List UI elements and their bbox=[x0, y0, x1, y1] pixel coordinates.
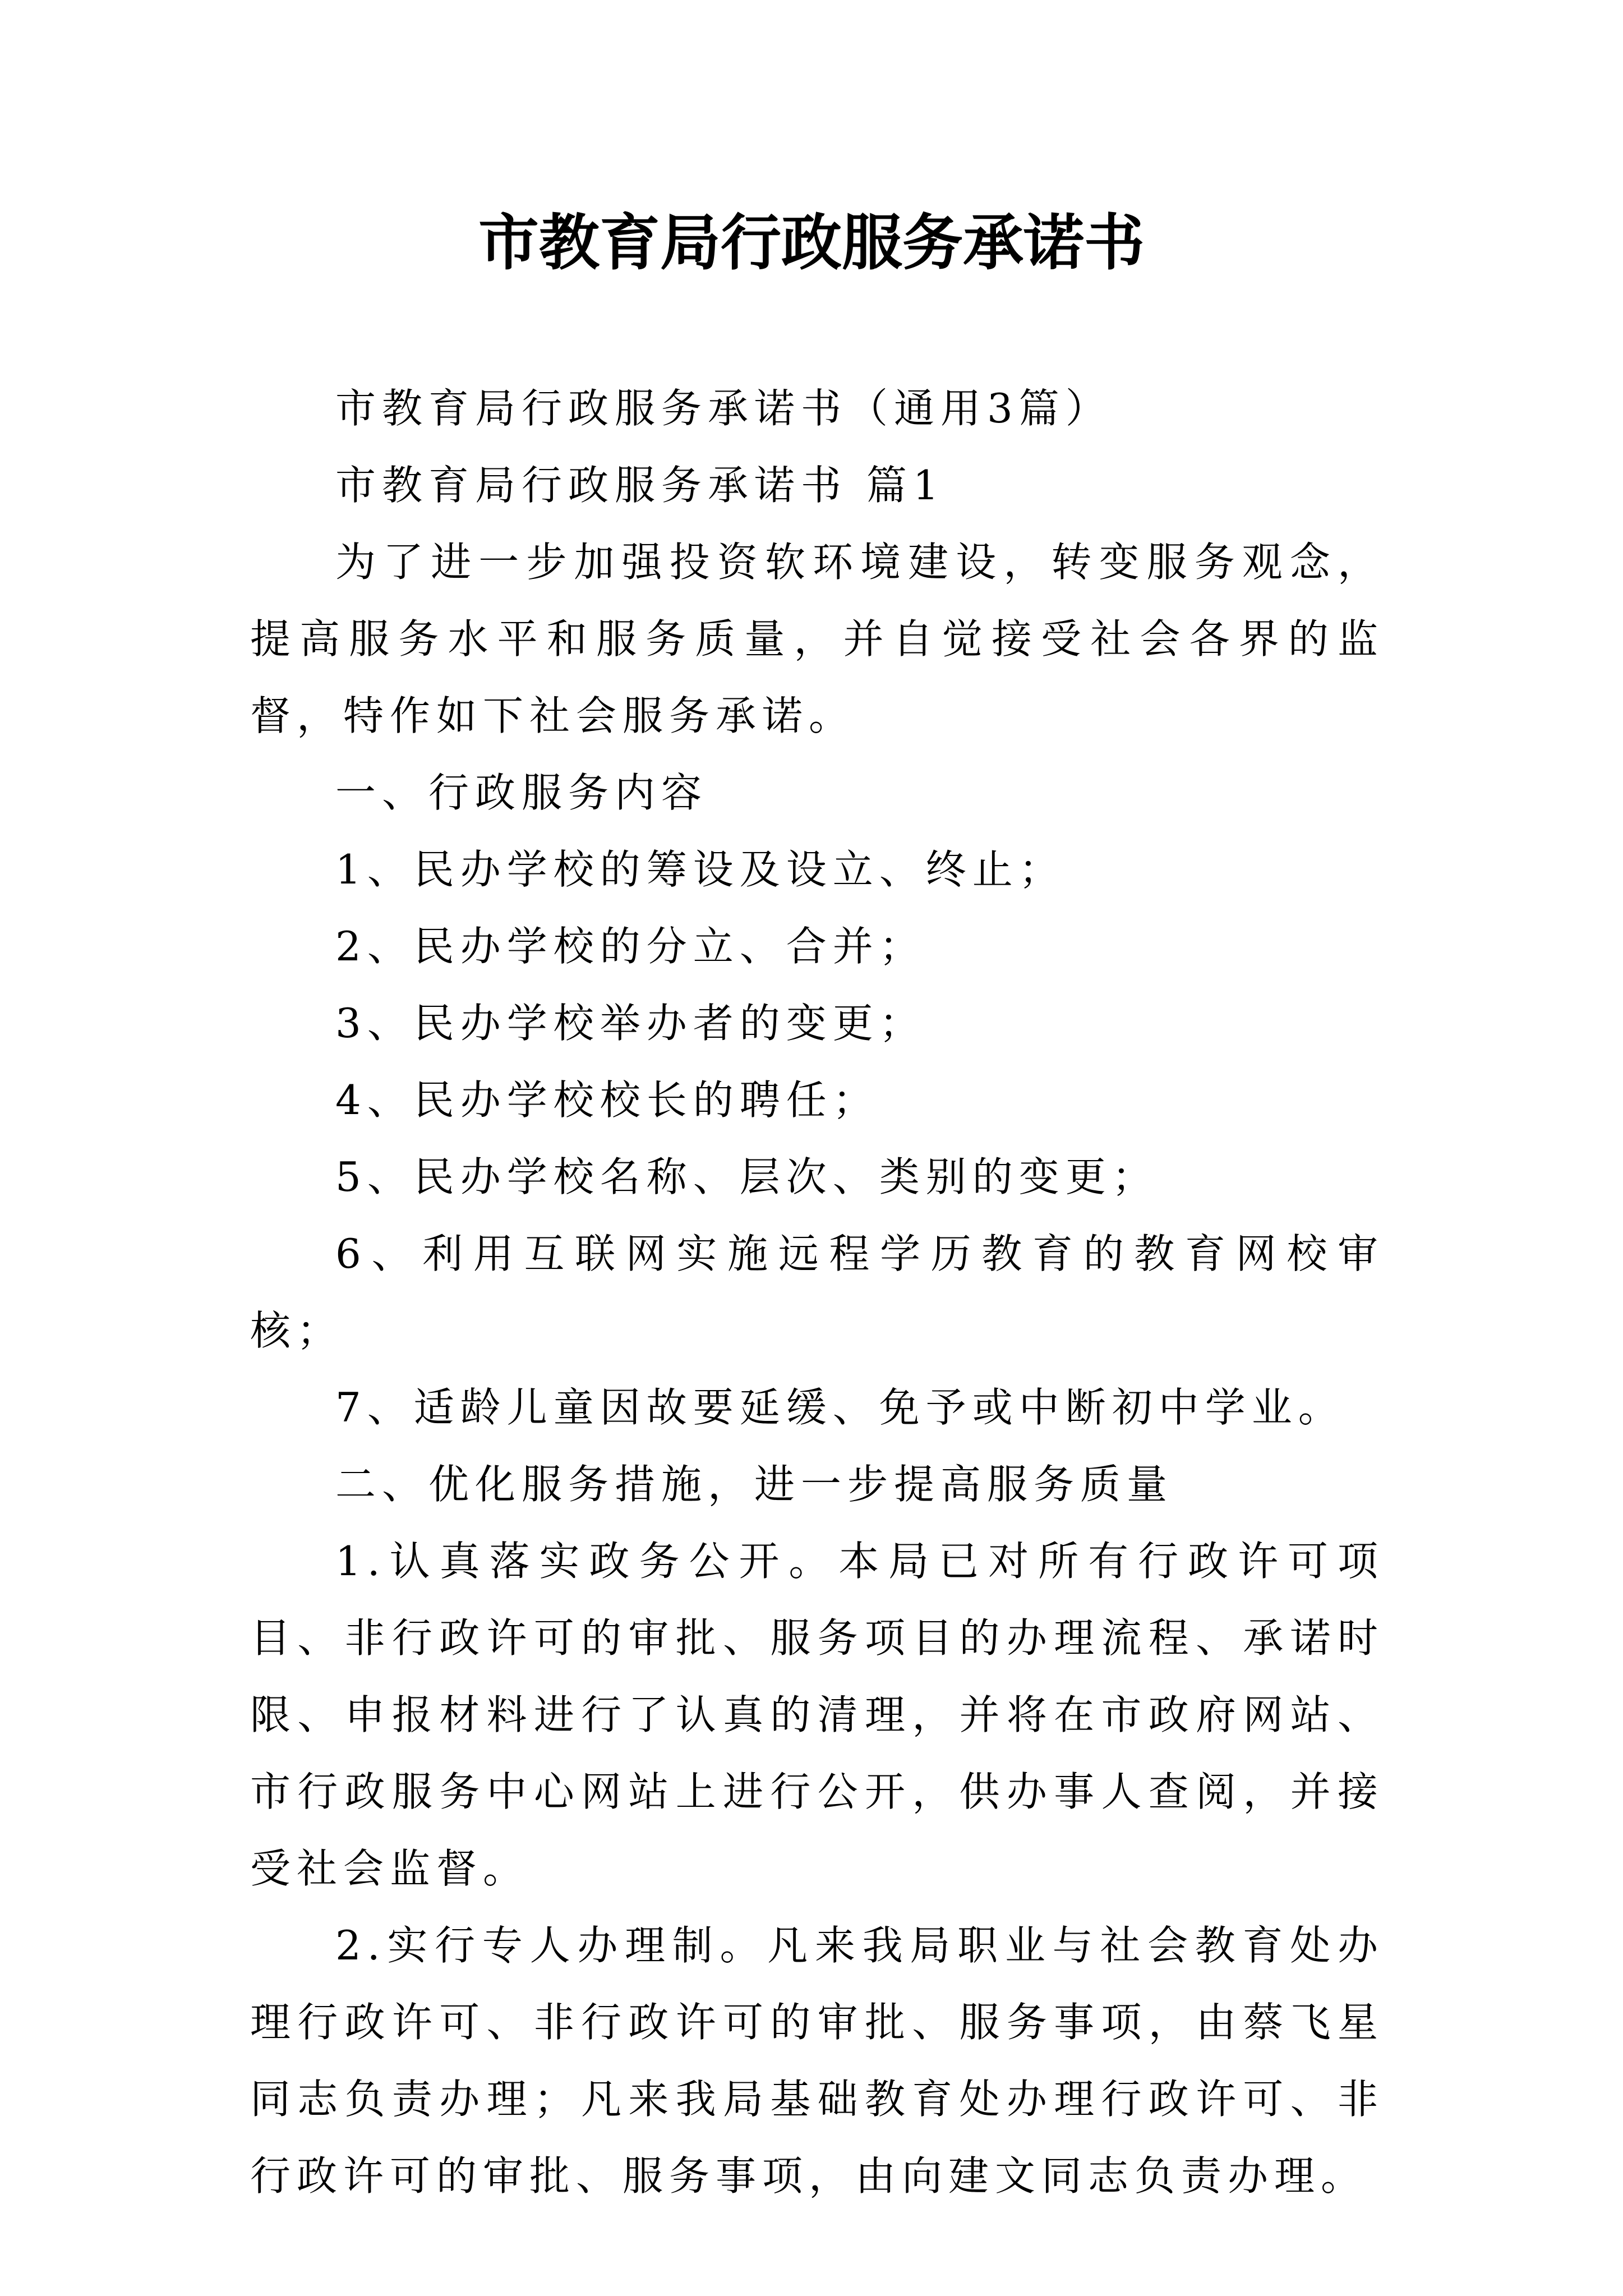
paragraph-measure-2: 2.实行专人办理制。凡来我局职业与社会教育处办理行政许可、非行政许可的审批、服务事项，由蔡飞星同志负责办理；凡来我局基础教育处办理行政许可、非行政许可的审批、服务事项，由向建文同志负责办理。 bbox=[250, 1922, 1384, 2200]
paragraph-heading-measures: 二、优化服务措施，进一步提高服务质量 bbox=[335, 1461, 1174, 1508]
list-item-6: 6、利用互联网实施远程学历教育的教育网校审核； bbox=[250, 1230, 1384, 1354]
list-item-5: 5、民办学校名称、层次、类别的变更； bbox=[335, 1153, 1159, 1200]
paragraph-heading-content: 一、行政服务内容 bbox=[335, 769, 708, 816]
list-item-2: 2、民办学校的分立、合并； bbox=[335, 923, 926, 970]
paragraph-section-heading: 市教育局行政服务承诺书 篇1 bbox=[335, 462, 945, 509]
document-title: 市教育局行政服务承诺书 bbox=[478, 208, 1145, 278]
document-body bbox=[250, 370, 1384, 2215]
list-item-4: 4、民办学校校长的聘任； bbox=[335, 1076, 879, 1124]
paragraph-measure-1: 1.认真落实政务公开。本局已对所有行政许可项目、非行政许可的审批、服务项目的办理流程、承诺时限、申报材料进行了认真的清理，并将在市政府网站、市行政服务中心网站上进行公开，供办事人查阅，并接受社会监督。 bbox=[250, 1538, 1384, 1892]
paragraph-subtitle: 市教育局行政服务承诺书（通用3篇） bbox=[335, 385, 1112, 432]
list-item-1: 1、民办学校的筹设及设立、终止； bbox=[335, 846, 1066, 893]
paragraph-intro: 为了进一步加强投资软环境建设，转变服务观念，提高服务水平和服务质量，并自觉接受社会各界的监督，特作如下社会服务承诺。 bbox=[250, 539, 1384, 739]
list-item-3: 3、民办学校举办者的变更； bbox=[335, 1000, 926, 1047]
list-item-7: 7、适龄儿童因故要延缓、免予或中断初中学业。 bbox=[335, 1384, 1345, 1431]
